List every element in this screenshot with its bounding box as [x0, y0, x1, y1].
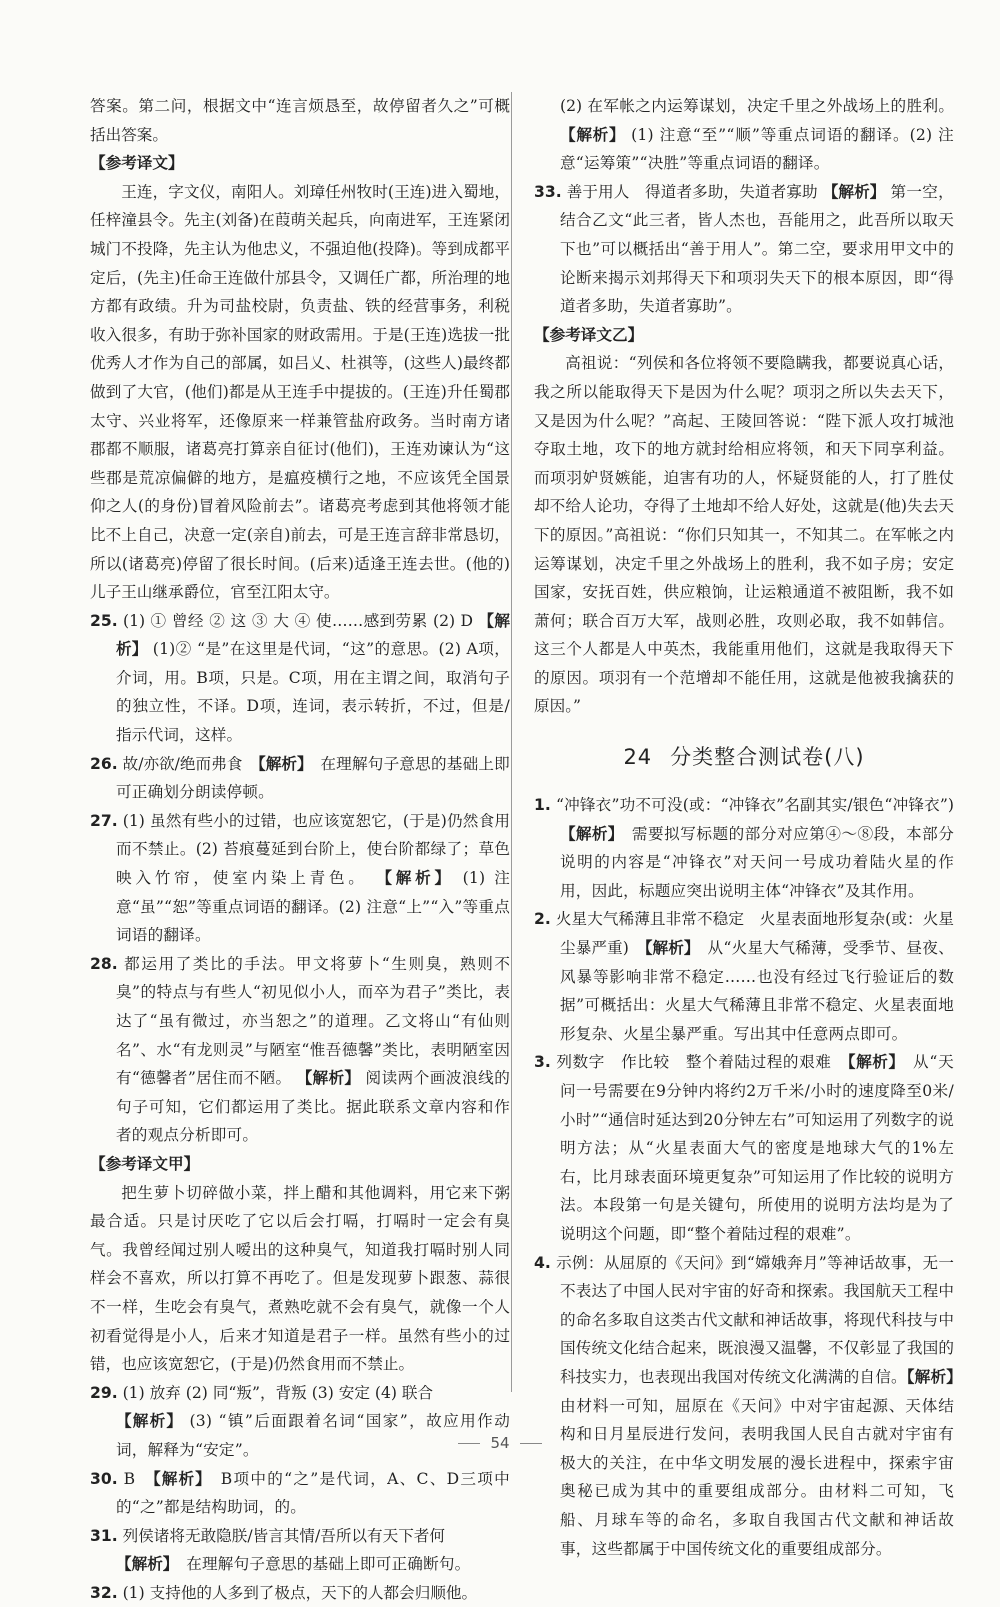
footer-dash-right [520, 1443, 542, 1444]
analysis-text: 阅读两个画波浪线的句子可知，它们都运用了类比。据此联系文章内容和作者的观点分析即可。 [116, 1069, 510, 1145]
analysis-text: (1) 注意“虽”“恕”等重点词语的翻译。(2) 注意“上”“入”等重点词语的翻译。 [116, 869, 510, 945]
question-number: 3. [534, 1053, 551, 1072]
translation-label: 【参考译文乙】 [534, 325, 644, 344]
question-number: 25. [90, 611, 118, 630]
analysis-tag: 【解析】 [296, 1069, 361, 1088]
analysis-tag: 【解析】 [116, 1555, 171, 1574]
analysis-tag: 【解析】 [116, 611, 510, 659]
answer-text: 火星大气稀薄且非常不稳定 火星表面地形复杂(或：火星尘暴严重) [555, 910, 954, 958]
question-number: 4. [534, 1253, 551, 1272]
answer-32-continued [534, 92, 954, 178]
translation-text: 高祖说：“列侯和各位将领不要隐瞒我，都要说真心话，我之所以能取得天下是因为什么呢？项羽之所以失去天下，又是因为什么呢？”高起、王陵回答说：“陛下派人攻打城池夺取土地，攻下的地方就封给相应将领，和天下同享利益。而项羽妒贤嫉能，迫害有功的人，怀疑贤能的人，打了胜仗却不给人论功，夺得了土地却不给人好处，这就是(他)失去天下的原因。”高祖说：“你们只知其一，不知其二。在军帐之内运筹谋划，决定千里之外战场上的胜利，我不如子房；安定国家，安抚百姓，供应粮饷，让运粮通道不被阻断，我不如萧何；联合百万大军，战则必胜，攻则必取，我不如韩信。这三个人都是人中英杰，我能重用他们，这就是我取得天下的原因。项羽有一个范增却不能任用，这就是他被我擒获的原因。” [534, 354, 954, 716]
analysis-text: (1)② “是”在这里是代词，“这”的意思。(2) A项，介词，用。B项，只是。C项，用在主谓之间，取消句子的独立性，不译。D项，连词，表示转折，不过，但是/指示代词，这样。 [116, 640, 510, 745]
analysis-tag: 【解析】 [560, 125, 626, 144]
translation-label: 【参考译文】 [90, 154, 184, 173]
analysis-text: 在理解句子意思的基础上即可正确断句。 [186, 1555, 471, 1574]
translation-label: 【参考译文甲】 [90, 1154, 200, 1173]
answer-25 [90, 607, 510, 750]
answer-text: (1) ① 曾经 ② 这 ③ 大 ④ 使……感到劳累 (2) D [123, 611, 474, 630]
answer-text: (1) 支持他的人多到了极点，天下的人都会归顺他。 [122, 1583, 478, 1602]
answer-text: 都运用了类比的手法。甲文将萝卜“生则臭，熟则不臭”的特点与有些人“初见似小人，而卒为君子”类比，表达了“虽有微过，亦当恕之”的道理。乙文将山“有仙则名”、水“有龙则灵”与陋室“惟吾德馨”类比，表明陋室因有“德馨者”居住而不陋。 [116, 954, 510, 1088]
answer-text: (2) 在军帐之内运筹谋划，决定千里之外战场上的胜利。 [560, 97, 954, 115]
left-column [90, 92, 510, 1607]
answer-28 [90, 950, 510, 1150]
analysis-text: B项中的“之”是代词，A、C、D三项中的“之”都是结构助词，的。 [116, 1469, 510, 1517]
analysis-text: 由材料一可知，屈原在《天问》中对宇宙起源、天体结构和日月星辰进行发问，表明我国人民自古就对宇宙有极大的关注，在中华文明发展的漫长进程中，探索宇宙奥秘已成为其中的重要组成部分。由材料二可知，飞船、月球车等的命名，多取自我国古代文献和神话故事，这些都属于中国传统文化的重要组成部分。 [560, 1396, 954, 1558]
analysis-text: (3) “镇”后面跟着名词“国家”，故应用作动词，解释为“安定”。 [116, 1412, 510, 1459]
analysis-tag: 【解析】 [257, 754, 305, 773]
analysis-tag: 【解析】 [644, 939, 692, 958]
translation-text: 把生萝卜切碎做小菜，拌上醋和其他调料，用它来下粥最合适。只是讨厌吃了它以后会打嗝，打嗝时一定会有臭气。我曾经闻过别人嗳出的这种臭气，知道我打嗝时别人同样会不喜欢，所以打算不再吃了。但是发现萝卜跟葱、蒜很不一样，生吃会有臭气，煮熟吃就不会有臭气，就像一个人初看觉得是小人，后来才知道是君子一样。虽然有些小的过错，也应该宽恕它，(于是)仍然食用而不禁止。 [90, 1183, 510, 1374]
analysis-text: 第一空，结合乙文“此三者，皆人杰也，吾能用之，此吾所以取天下也”可以概括出“善于用人”。第二空，要求用甲文中的论断来揭示刘邦得天下和项羽失天下的根本原因，即“得道者多助，失道者寡助”。 [560, 182, 954, 316]
analysis-tag: 【解析】 [152, 1469, 205, 1488]
right-column [534, 92, 954, 1563]
answer-text: 列数字 作比较 整个着陆过程的艰难 [556, 1053, 832, 1072]
analysis-text: 在理解句子意思的基础上即可正确划分朗读停顿。 [116, 754, 510, 802]
question-number: 29. [90, 1383, 118, 1402]
answer-33 [534, 178, 954, 321]
page-number: 54 [490, 1434, 510, 1452]
section-number: 24 [623, 745, 653, 770]
analysis-tag: 【解析】 [560, 824, 616, 843]
section-title [534, 743, 954, 771]
page-footer [0, 1434, 1000, 1452]
question-number: 33. [534, 182, 562, 201]
analysis-tag: 【解析】 [822, 182, 886, 201]
question-number: 1. [534, 796, 551, 815]
analysis-tag: 【解析】 [847, 1053, 897, 1072]
question-number: 28. [90, 954, 118, 973]
answer-text: 故/亦欲/绝而弗食 [122, 754, 243, 773]
answer-text: 示例：从屈原的《天问》到“嫦娥奔月”等神话故事，无一不表达了中国人民对宇宙的好奇和探索。我国航天工程中的命名多取自这类古代文献和神话故事，将现代科技与中国传统文化结合起来，既浪漫又温馨，不仅彰显了我国的科技实力，也表现出我国对传统文化满满的自信。 [556, 1253, 954, 1386]
footer-dash-left [458, 1443, 480, 1444]
answer-26 [90, 750, 510, 807]
answer-text: (1) 放弃 (2) 同“叛”，背叛 (3) 安定 (4) 联合 [122, 1383, 434, 1402]
question-number: 30. [90, 1469, 118, 1488]
question-number: 27. [90, 811, 118, 830]
translation-text: 王连，字文仪，南阳人。刘璋任州牧时(王连)进入蜀地，任梓潼县令。先主(刘备)在葭萌关起兵，向南进军，王连紧闭城门不投降，先主认为他忠义，不强迫他(投降)。等到成都平定后，(先主)任命王连做什邡县令，又调任广都，所治理的地方都有政绩。升为司盐校尉，负责盐、铁的经营事务，利税收入很多，有助于弥补国家的财政需用。于是(王连)选拔一批优秀人才作为自己的部属，如吕乂、杜祺等，(这些人)最终都做到了大官，(他们)都是从王连手中提拔的。(王连)升任蜀郡太守、兴业将军，还像原来一样兼管盐府政务。当时南方诸郡都不顺服，诸葛亮打算亲自征讨(他们)，王连劝谏认为“这些郡是荒凉偏僻的地方，是瘟疫横行之地，不应该凭全国景仰之人(的身份)冒着风险前去”。诸葛亮考虑到其他将领才能比不上自己，决意一定(亲自)前去，可是王连言辞非常恳切，所以(诸葛亮)停留了很长时间。(后来)适逢王连去世。(他的)儿子王山继承爵位，官至江阳太守。 [90, 182, 510, 602]
analysis-text: (1) 注意“至”“顺”等重点词语的翻译。(2) 注意“运筹策”“决胜”等重点词语的翻译。 [560, 125, 954, 173]
answer-text: (1) 虽然有些小的过错，也应该宽恕它，(于是)仍然食用而不禁止。(2) 苔痕蔓延到台阶上，使台阶都绿了；草色映入竹帘，使室内染上青色。 [116, 811, 510, 888]
question-number: 2. [534, 910, 551, 929]
answer-text: 善于用人 得道者多助，失道者寡助 [566, 182, 818, 201]
analysis-text: 从“天问一号需要在9分钟内将约2万千米/小时的速度降至0米/小时”“通信时延达到20分钟左右”可知运用了列数字的说明方法；从“火星表面大气的密度是地球大气的1%左右，比月球表面环境更复杂”可知运用了作比较的说明方法。本段第一句是关键句，所使用的说明方法均是为了说明这个问题，即“整个着陆过程的艰难”。 [560, 1053, 954, 1243]
answer-31 [90, 1522, 510, 1579]
analysis-tag: 【解析】 [906, 1367, 954, 1386]
question-number: 32. [90, 1583, 118, 1602]
answer-text: “冲锋衣”功不可没(或：“冲锋衣”名副其实/银色“冲锋衣”) [555, 796, 954, 815]
answer-32 [90, 1579, 510, 1607]
analysis-text: 从“火星大气稀薄，受季节、昼夜、风暴等影响非常不稳定……也没有经过飞行验证后的数据”可概括出：火星大气稀薄且非常不稳定、火星表面地形复杂、火星尘暴严重。写出其中任意两点即可。 [560, 939, 954, 1043]
section-name: 分类整合测试卷(八) [670, 745, 865, 770]
analysis-tag: 【解析】 [116, 1412, 184, 1431]
answer-text: B [123, 1469, 136, 1488]
answer-30 [90, 1465, 510, 1522]
answer-text: 列侯诸将无敢隐朕/皆言其情/吾所以有天下者何 [122, 1526, 445, 1545]
answer-4 [534, 1249, 954, 1564]
answer-1 [534, 791, 954, 905]
answer-3 [534, 1048, 954, 1248]
answer-continuation: 答案。第二问，根据文中“连言烦恳至，故停留者久之”可概括出答案。 [90, 97, 510, 144]
analysis-tag: 【解析】 [376, 869, 454, 888]
question-number: 26. [90, 754, 118, 773]
column-divider [511, 92, 512, 1392]
analysis-text: 需要拟写标题的部分对应第④～⑧段，本部分说明的内容是“冲锋衣”对天问一号成功着陆火星的作用，因此，标题应突出说明主体“冲锋衣”及其作用。 [560, 824, 954, 900]
answer-2 [534, 905, 954, 1048]
answer-27 [90, 807, 510, 950]
question-number: 31. [90, 1526, 118, 1545]
